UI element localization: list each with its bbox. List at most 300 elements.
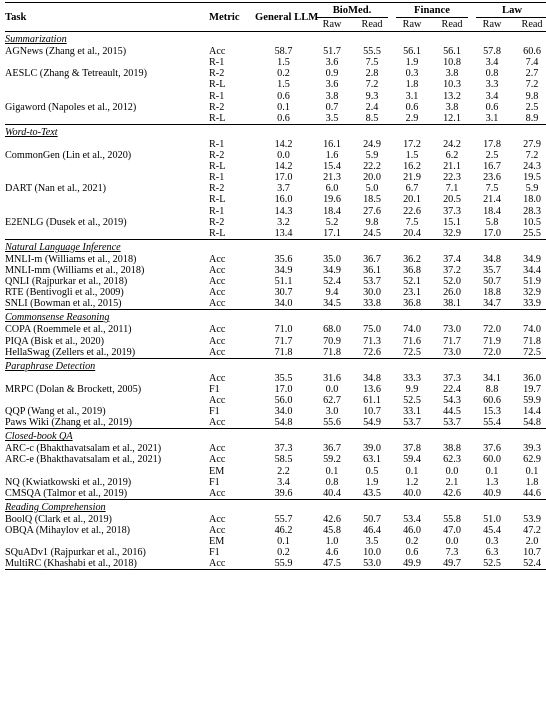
task-name: MNLI-mm (Williams et al., 2018) bbox=[5, 264, 145, 276]
score-cell: 9.4 bbox=[325, 287, 339, 299]
metric-name: Acc bbox=[209, 443, 226, 455]
score-cell: 35.7 bbox=[483, 264, 501, 276]
score-cell: 0.0 bbox=[277, 150, 290, 162]
metric-name: Acc bbox=[209, 525, 226, 537]
section-header-cell bbox=[5, 239, 546, 254]
score-cell: 37.2 bbox=[443, 264, 461, 276]
metric-name: Acc bbox=[209, 287, 226, 299]
score-cell: 36.8 bbox=[403, 264, 421, 276]
score-cell: 1.3 bbox=[485, 476, 499, 488]
score-cell: 2.4 bbox=[365, 101, 379, 113]
score-cell: 60.6 bbox=[523, 46, 541, 58]
table-row bbox=[5, 183, 546, 194]
header-general-llm: General LLM bbox=[255, 3, 312, 32]
section-title: Reading Comprehension bbox=[5, 501, 106, 513]
section-header-cell bbox=[5, 32, 546, 47]
score-cell: 52.5 bbox=[403, 395, 421, 406]
score-cell: 3.4 bbox=[485, 90, 499, 102]
task-name bbox=[5, 206, 209, 217]
metric-name: Acc bbox=[209, 276, 226, 288]
header-raw: Raw bbox=[322, 19, 342, 30]
score-cell: 1.0 bbox=[325, 536, 339, 548]
score-cell: 59.4 bbox=[403, 454, 421, 466]
score-cell: 32.9 bbox=[523, 287, 541, 299]
table-row bbox=[5, 477, 546, 488]
metric-name: Acc bbox=[209, 487, 226, 499]
score-cell: 60.6 bbox=[483, 395, 501, 406]
score-cell: 47.0 bbox=[443, 525, 461, 537]
score-cell: 0.6 bbox=[485, 101, 499, 113]
score-cell: 6.0 bbox=[325, 183, 339, 195]
score-cell: 3.4 bbox=[277, 476, 290, 488]
score-cell: 71.9 bbox=[483, 335, 501, 347]
score-cell: 71.8 bbox=[323, 346, 341, 358]
score-cell: 13.2 bbox=[443, 90, 461, 102]
metric-name: Acc bbox=[209, 324, 226, 336]
table-row bbox=[5, 287, 546, 298]
section-header-row bbox=[5, 124, 546, 139]
metric-name: R-1 bbox=[209, 90, 225, 102]
score-cell: 7.2 bbox=[365, 79, 379, 91]
score-cell: 40.9 bbox=[483, 487, 501, 499]
score-cell: 17.8 bbox=[483, 138, 501, 150]
score-cell: 1.5 bbox=[277, 79, 290, 91]
metric-name: Acc bbox=[209, 558, 255, 570]
score-cell: 5.0 bbox=[365, 183, 379, 195]
score-cell: 36.7 bbox=[363, 253, 381, 265]
score-cell: 14.3 bbox=[274, 205, 293, 217]
score-cell: 10.7 bbox=[523, 547, 541, 559]
score-cell: 44.5 bbox=[443, 406, 461, 418]
table-row bbox=[5, 68, 546, 79]
table-row bbox=[5, 406, 546, 417]
score-cell: 39.3 bbox=[523, 443, 541, 455]
score-cell: 30.7 bbox=[274, 287, 293, 299]
score-cell: 14.2 bbox=[274, 161, 293, 173]
header-read: Read bbox=[361, 19, 383, 30]
score-cell: 56.1 bbox=[443, 46, 461, 58]
task-name: MNLI-m (Williams et al., 2018) bbox=[5, 253, 137, 265]
score-cell: 6.7 bbox=[405, 183, 419, 195]
score-cell: 20.1 bbox=[403, 194, 421, 206]
score-cell: 33.8 bbox=[363, 298, 381, 310]
header-raw: Raw bbox=[402, 19, 422, 30]
header-domain-label: Law bbox=[476, 5, 546, 18]
metric-name: Acc bbox=[209, 46, 226, 58]
score-cell: 72.6 bbox=[363, 346, 381, 358]
task-name: SNLI (Bowman et al., 2015) bbox=[5, 298, 122, 310]
score-cell: 46.0 bbox=[403, 525, 421, 537]
score-cell: 1.5 bbox=[277, 57, 290, 69]
score-cell: 35.6 bbox=[274, 253, 293, 265]
score-cell: 9.3 bbox=[365, 90, 379, 102]
score-cell: 57.8 bbox=[483, 46, 501, 58]
score-cell: 49.7 bbox=[432, 558, 472, 570]
score-cell: 72.5 bbox=[523, 346, 541, 358]
score-cell: 68.0 bbox=[323, 324, 341, 336]
score-cell: 59.9 bbox=[523, 395, 541, 406]
task-name: CMSQA (Talmor et al., 2019) bbox=[5, 487, 128, 499]
table-row bbox=[5, 514, 546, 525]
score-cell: 45.4 bbox=[483, 525, 501, 537]
score-cell: 3.8 bbox=[445, 68, 459, 80]
score-cell: 21.1 bbox=[443, 161, 461, 173]
score-cell: 22.6 bbox=[403, 205, 421, 217]
score-cell: 63.1 bbox=[363, 454, 381, 466]
score-cell: 4.6 bbox=[325, 547, 339, 559]
score-cell: 23.1 bbox=[403, 287, 421, 299]
score-cell: 22.2 bbox=[363, 161, 381, 173]
score-cell: 55.7 bbox=[274, 513, 293, 525]
score-cell: 56.0 bbox=[274, 395, 293, 406]
section-title: Summarization bbox=[5, 34, 67, 46]
score-cell: 27.6 bbox=[363, 205, 381, 217]
table-row bbox=[5, 443, 546, 454]
metric-name: R-2 bbox=[209, 183, 225, 195]
table-row bbox=[5, 265, 546, 276]
task-name: OBQA (Mihaylov et al., 2018) bbox=[5, 525, 131, 537]
metric-name: F1 bbox=[209, 547, 220, 559]
section-title: Closed-book QA bbox=[5, 431, 73, 443]
score-cell: 17.2 bbox=[403, 138, 421, 150]
score-cell: 58.7 bbox=[274, 46, 293, 58]
task-name bbox=[5, 228, 209, 240]
score-cell: 75.0 bbox=[363, 324, 381, 336]
score-cell: 56.1 bbox=[403, 46, 421, 58]
score-cell: 6.2 bbox=[445, 150, 459, 162]
task-name: AGNews (Zhang et al., 2015) bbox=[5, 46, 127, 58]
table-row bbox=[5, 46, 546, 57]
score-cell: 14.4 bbox=[523, 406, 541, 418]
task-name bbox=[5, 91, 209, 102]
score-cell: 2.8 bbox=[365, 68, 379, 80]
score-cell: 5.2 bbox=[325, 216, 339, 228]
metric-name: R-2 bbox=[209, 68, 225, 80]
section-header-cell bbox=[5, 499, 546, 514]
score-cell: 6.3 bbox=[485, 547, 499, 559]
metric-name: R-1 bbox=[209, 57, 225, 69]
score-cell: 5.9 bbox=[525, 183, 539, 195]
score-cell: 10.0 bbox=[363, 547, 381, 559]
metric-name: EM bbox=[209, 536, 225, 548]
score-cell: 25.5 bbox=[523, 227, 541, 239]
score-cell: 32.9 bbox=[443, 227, 461, 239]
metric-name: Acc bbox=[209, 335, 226, 347]
score-cell: 0.1 bbox=[325, 465, 339, 477]
score-cell: 72.5 bbox=[403, 346, 421, 358]
metric-name: Acc bbox=[209, 454, 226, 466]
score-cell: 53.4 bbox=[403, 513, 421, 525]
task-name bbox=[5, 466, 209, 477]
score-cell: 55.5 bbox=[363, 46, 381, 58]
score-cell: 0.8 bbox=[485, 68, 499, 80]
score-cell: 7.1 bbox=[445, 183, 459, 195]
metric-name: R-2 bbox=[209, 150, 225, 162]
score-cell: 24.2 bbox=[443, 138, 461, 150]
score-cell: 73.0 bbox=[443, 324, 461, 336]
score-cell: 18.4 bbox=[323, 205, 341, 217]
score-cell: 39.6 bbox=[274, 487, 293, 499]
metric-name: Acc bbox=[209, 513, 226, 525]
score-cell: 46.2 bbox=[274, 525, 293, 537]
task-name: DART (Nan et al., 2021) bbox=[5, 183, 107, 195]
score-cell: 16.7 bbox=[483, 161, 501, 173]
score-cell: 62.9 bbox=[523, 454, 541, 466]
score-cell: 8.9 bbox=[525, 112, 539, 124]
score-cell: 0.5 bbox=[365, 465, 379, 477]
score-cell: 51.0 bbox=[483, 513, 501, 525]
score-cell: 33.3 bbox=[403, 372, 421, 384]
score-cell: 17.0 bbox=[274, 383, 293, 395]
score-cell: 30.0 bbox=[363, 287, 381, 299]
score-cell: 3.2 bbox=[277, 216, 290, 228]
table-row bbox=[5, 113, 546, 125]
metric-name: F1 bbox=[209, 476, 220, 488]
score-cell: 7.2 bbox=[525, 150, 539, 162]
score-cell: 37.8 bbox=[403, 443, 421, 455]
score-cell: 44.6 bbox=[523, 487, 541, 499]
score-cell: 53.7 bbox=[363, 276, 381, 288]
score-cell: 18.8 bbox=[483, 287, 501, 299]
score-cell: 33.1 bbox=[403, 406, 421, 418]
score-cell: 3.5 bbox=[325, 112, 339, 124]
score-cell: 0.3 bbox=[485, 536, 499, 548]
score-cell: 37.3 bbox=[443, 372, 461, 384]
score-cell: 27.9 bbox=[523, 138, 541, 150]
table-row bbox=[5, 91, 546, 102]
score-cell: 53.7 bbox=[443, 417, 461, 429]
task-name bbox=[5, 194, 209, 205]
metric-name: R-L bbox=[209, 227, 226, 239]
score-cell: 49.9 bbox=[392, 558, 432, 570]
metric-name: Acc bbox=[209, 264, 226, 276]
header-raw: Raw bbox=[482, 19, 502, 30]
table-header bbox=[5, 3, 546, 32]
score-cell: 2.5 bbox=[525, 101, 539, 113]
section-header-row bbox=[5, 358, 546, 373]
task-name bbox=[5, 536, 209, 547]
score-cell: 16.0 bbox=[274, 194, 293, 206]
table-row bbox=[5, 194, 546, 205]
score-cell: 34.8 bbox=[483, 253, 501, 265]
table-row bbox=[5, 228, 546, 240]
score-cell: 35.5 bbox=[274, 372, 293, 384]
metric-name: R-L bbox=[209, 194, 226, 206]
table-row bbox=[5, 206, 546, 217]
task-name bbox=[5, 395, 209, 406]
score-cell: 51.9 bbox=[523, 276, 541, 288]
score-cell: 71.3 bbox=[363, 335, 381, 347]
score-cell: 18.4 bbox=[483, 205, 501, 217]
score-cell: 10.7 bbox=[363, 406, 381, 418]
score-cell: 1.9 bbox=[405, 57, 419, 69]
metric-name: R-2 bbox=[209, 101, 225, 113]
score-cell: 34.9 bbox=[523, 253, 541, 265]
score-cell: 34.5 bbox=[323, 298, 341, 310]
score-cell: 34.9 bbox=[274, 264, 293, 276]
score-cell: 0.6 bbox=[405, 547, 419, 559]
header-read: Read bbox=[521, 19, 543, 30]
score-cell: 0.1 bbox=[277, 101, 290, 113]
score-cell: 31.6 bbox=[323, 372, 341, 384]
task-name: MRPC (Dolan & Brockett, 2005) bbox=[5, 383, 142, 395]
table-body bbox=[5, 32, 546, 570]
score-cell: 2.7 bbox=[525, 68, 539, 80]
score-cell: 3.3 bbox=[485, 79, 499, 91]
score-cell: 0.2 bbox=[277, 68, 290, 80]
score-cell: 54.9 bbox=[363, 417, 381, 429]
metric-name: R-1 bbox=[209, 205, 225, 217]
table-row bbox=[5, 558, 546, 570]
score-cell: 3.5 bbox=[365, 536, 379, 548]
score-cell: 55.4 bbox=[483, 417, 501, 429]
task-name: QQP (Wang et al., 2019) bbox=[5, 406, 106, 418]
score-cell: 71.7 bbox=[274, 335, 293, 347]
score-cell: 36.0 bbox=[523, 372, 541, 384]
score-cell: 59.2 bbox=[323, 454, 341, 466]
score-cell: 0.9 bbox=[325, 68, 339, 80]
score-cell: 71.8 bbox=[523, 335, 541, 347]
section-title: Paraphrase Detection bbox=[5, 360, 96, 372]
score-cell: 54.3 bbox=[443, 395, 461, 406]
score-cell: 62.7 bbox=[323, 395, 341, 406]
score-cell: 42.6 bbox=[443, 487, 461, 499]
score-cell: 34.0 bbox=[274, 298, 293, 310]
header-domain-biomed bbox=[312, 3, 392, 20]
task-name: CommonGen (Lin et al., 2020) bbox=[5, 150, 132, 162]
score-cell: 20.5 bbox=[443, 194, 461, 206]
score-cell: 7.3 bbox=[445, 547, 459, 559]
score-cell: 0.2 bbox=[405, 536, 419, 548]
score-cell: 0.7 bbox=[325, 101, 339, 113]
table-row bbox=[5, 254, 546, 265]
score-cell: 24.5 bbox=[363, 227, 381, 239]
score-cell: 19.5 bbox=[523, 172, 541, 184]
task-name: PIQA (Bisk et al., 2020) bbox=[5, 335, 105, 347]
score-cell: 1.2 bbox=[405, 476, 419, 488]
score-cell: 22.4 bbox=[443, 383, 461, 395]
header-metric: Metric bbox=[209, 3, 255, 32]
score-cell: 54.8 bbox=[523, 417, 541, 429]
score-cell: 46.4 bbox=[363, 525, 381, 537]
task-name: HellaSwag (Zellers et al., 2019) bbox=[5, 346, 136, 358]
header-domain-law bbox=[472, 3, 546, 20]
score-cell: 36.7 bbox=[323, 443, 341, 455]
metric-name: R-L bbox=[209, 79, 226, 91]
score-cell: 3.8 bbox=[325, 90, 339, 102]
task-name bbox=[5, 113, 209, 125]
score-cell: 12.1 bbox=[443, 112, 461, 124]
table-row bbox=[5, 298, 546, 310]
score-cell: 21.9 bbox=[403, 172, 421, 184]
score-cell: 2.0 bbox=[525, 536, 539, 548]
score-cell: 28.3 bbox=[523, 205, 541, 217]
table-row bbox=[5, 417, 546, 429]
section-header-row bbox=[5, 32, 546, 47]
task-name: RTE (Bentivogli et al., 2009) bbox=[5, 287, 124, 299]
score-cell: 60.0 bbox=[483, 454, 501, 466]
score-cell: 50.7 bbox=[363, 513, 381, 525]
score-cell: 16.2 bbox=[403, 161, 421, 173]
score-cell: 26.0 bbox=[443, 287, 461, 299]
score-cell: 36.1 bbox=[363, 264, 381, 276]
section-header-cell bbox=[5, 358, 546, 373]
score-cell: 53.7 bbox=[403, 417, 421, 429]
header-domain-label: BioMed. bbox=[316, 5, 388, 18]
score-cell: 0.2 bbox=[277, 547, 290, 559]
task-name: QNLI (Rajpurkar et al., 2018) bbox=[5, 276, 128, 288]
task-name bbox=[5, 57, 209, 68]
table-row bbox=[5, 336, 546, 347]
score-cell: 53.0 bbox=[352, 558, 392, 570]
score-cell: 34.4 bbox=[523, 264, 541, 276]
table-row bbox=[5, 102, 546, 113]
task-name bbox=[5, 79, 209, 90]
task-name bbox=[5, 161, 209, 172]
task-name: COPA (Roemmele et al., 2011) bbox=[5, 324, 132, 336]
table-row bbox=[5, 347, 546, 359]
table-row bbox=[5, 276, 546, 287]
score-cell: 0.3 bbox=[405, 68, 419, 80]
score-cell: 15.4 bbox=[323, 161, 341, 173]
score-cell: 9.9 bbox=[405, 383, 419, 395]
header-domain-finance bbox=[392, 3, 472, 20]
table-row bbox=[5, 139, 546, 150]
score-cell: 2.2 bbox=[277, 465, 290, 477]
score-cell: 51.7 bbox=[323, 46, 341, 58]
score-cell: 22.3 bbox=[443, 172, 461, 184]
table-row bbox=[5, 172, 546, 183]
score-cell: 3.1 bbox=[405, 90, 419, 102]
score-cell: 0.0 bbox=[445, 536, 459, 548]
table-row bbox=[5, 384, 546, 395]
task-name: ARC-e (Bhakthavatsalam et al., 2021) bbox=[5, 454, 162, 466]
section-title: Word-to-Text bbox=[5, 126, 58, 138]
score-cell: 35.0 bbox=[323, 253, 341, 265]
score-cell: 20.0 bbox=[363, 172, 381, 184]
score-cell: 37.3 bbox=[274, 443, 293, 455]
table-row bbox=[5, 150, 546, 161]
metric-name: Acc bbox=[209, 298, 226, 310]
score-cell: 52.4 bbox=[512, 558, 546, 570]
score-cell: 51.1 bbox=[274, 276, 293, 288]
score-cell: 55.6 bbox=[323, 417, 341, 429]
score-cell: 3.4 bbox=[485, 57, 499, 69]
score-cell: 71.8 bbox=[274, 346, 293, 358]
score-cell: 36.2 bbox=[403, 253, 421, 265]
task-name: SQuADv1 (Rajpurkar et al., 2016) bbox=[5, 547, 146, 559]
score-cell: 73.0 bbox=[443, 346, 461, 358]
score-cell: 21.3 bbox=[323, 172, 341, 184]
score-cell: 34.8 bbox=[363, 372, 381, 384]
task-name bbox=[5, 172, 209, 183]
score-cell: 0.6 bbox=[405, 101, 419, 113]
score-cell: 40.0 bbox=[403, 487, 421, 499]
section-header-row bbox=[5, 239, 546, 254]
score-cell: 71.7 bbox=[443, 335, 461, 347]
task-name bbox=[5, 139, 209, 150]
score-cell: 7.5 bbox=[405, 216, 419, 228]
score-cell: 10.8 bbox=[443, 57, 461, 69]
score-cell: 23.6 bbox=[483, 172, 501, 184]
score-cell: 13.6 bbox=[363, 383, 381, 395]
score-cell: 54.8 bbox=[274, 417, 293, 429]
task-name: Paws Wiki (Zhang et al., 2019) bbox=[5, 417, 133, 429]
score-cell: 34.9 bbox=[323, 264, 341, 276]
score-cell: 72.0 bbox=[483, 324, 501, 336]
metric-name: R-2 bbox=[209, 216, 225, 228]
score-cell: 9.8 bbox=[525, 90, 539, 102]
